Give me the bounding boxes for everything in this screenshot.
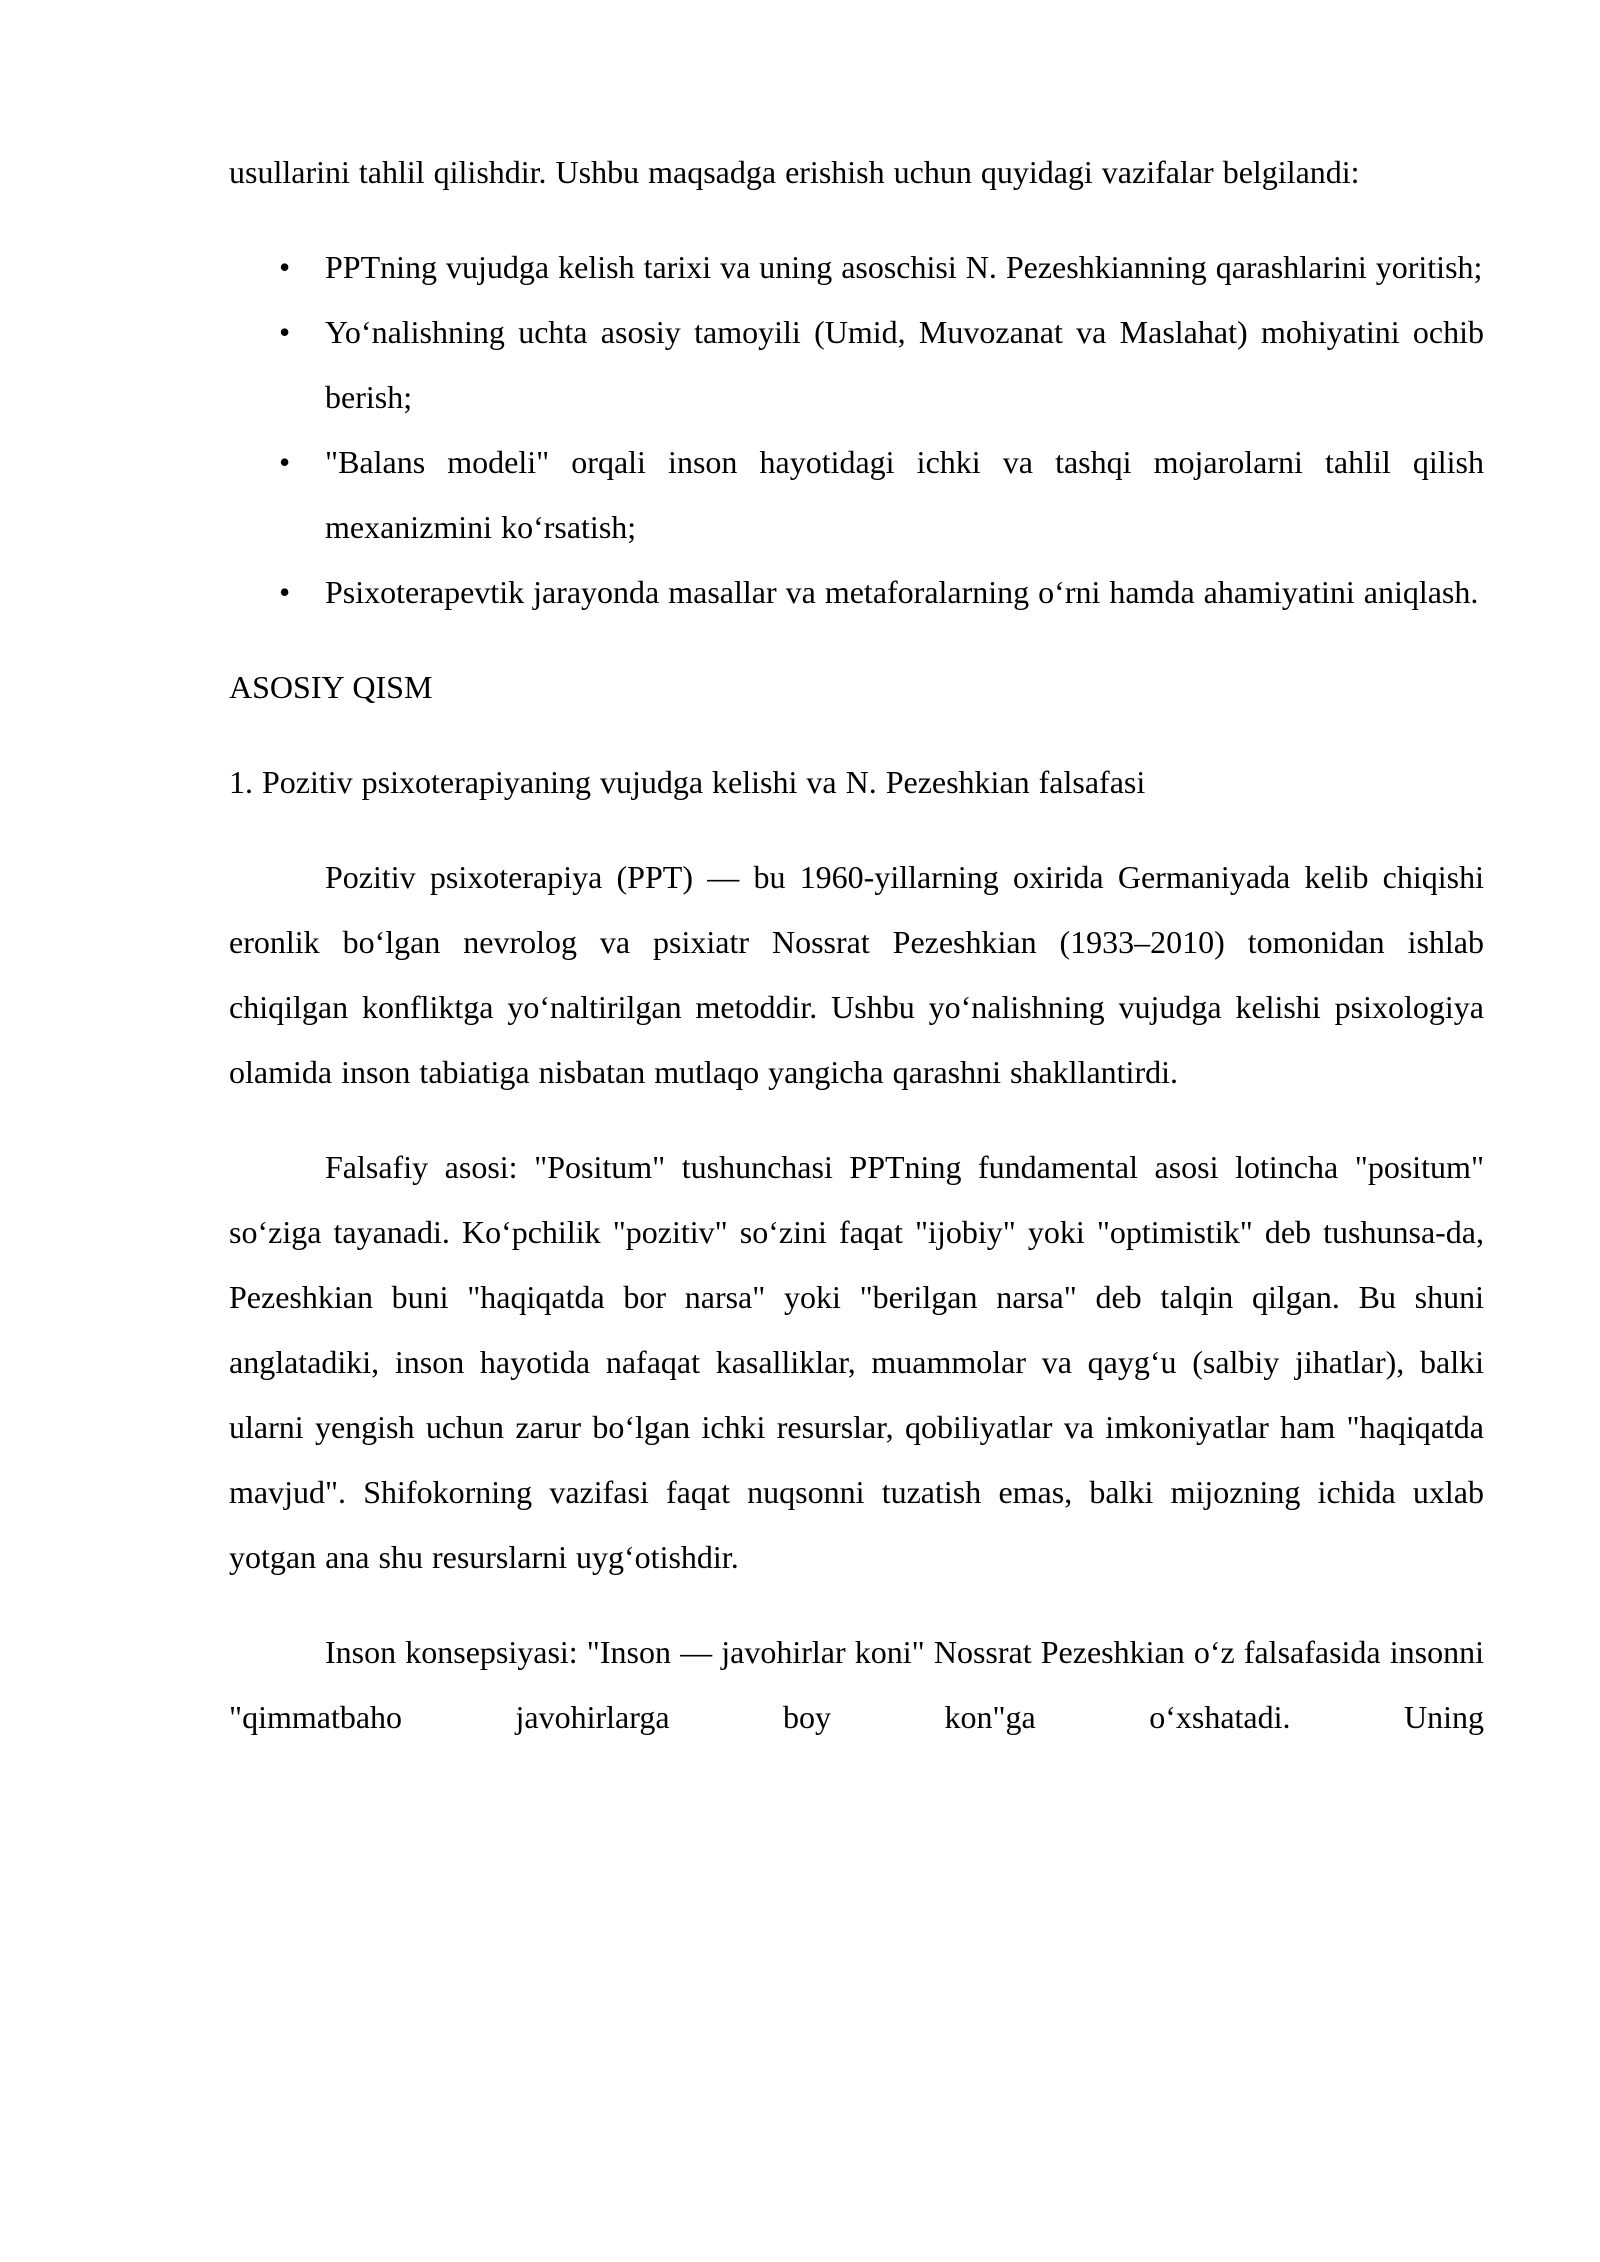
paragraph-human-concept: Inson konsepsiyasi: "Inson — javohirlar koni" Nossrat Pezeshkian oʻz falsafasida insonni "qimmatbaho javohirlarga boy kon"ga oʻxshatadi. Uning xyxy=(229,1634,1484,1735)
section-heading: ASOSIY QISM xyxy=(229,669,433,705)
list-item xyxy=(279,300,1484,430)
paragraph-philosophy: Falsafiy asosi: "Positum" tushunchasi PPTning fundamental asosi lotincha "positum" soʻziga tayanadi. Koʻpchilik "pozitiv" soʻzini faqat "ijobiy" yoki "optimistik" deb tushunsa-da, Pezeshkian buni "haqiqatda bor narsa" yoki "berilgan narsa" deb talqin qilgan. Bu shuni anglatadiki, inson hayotida nafaqat kasalliklar, muammolar va qaygʻu (salbiy jihatlar), balki ularni yengish uchun zarur boʻlgan ichki resurslar, qobiliyatlar va imkoniyatlar ham "haqiqatda mavjud". Shifokorning vazifasi faqat nuqsonni tuzatish emas, balki mijozning ichida uxlab yotgan ana shu resurslarni uygʻotishdir. xyxy=(229,1149,1484,1575)
task-list xyxy=(229,235,1484,625)
list-item xyxy=(279,430,1484,560)
list-item-text: "Balans modeli" orqali inson hayotidagi ichki va tashqi mojarolarni tahlil qilish mexanizmini koʻrsatish; xyxy=(325,444,1484,545)
paragraph-origin: Pozitiv psixoterapiya (PPT) — bu 1960-yillarning oxirida Germaniyada kelib chiqishi eronlik boʻlgan nevrolog va psixiatr Nossrat Pezeshkian (1933–2010) tomonidan ishlab chiqilgan konfliktga yoʻnaltirilgan metoddir. Ushbu yoʻnalishning vujudga kelishi psixologiya olamida inson tabiatiga nisbatan mutlaqo yangicha qarashni shakllantirdi. xyxy=(229,859,1484,1090)
list-item-text: PPTning vujudga kelish tarixi va uning asoschisi N. Pezeshkianning qarashlarini yoritish; xyxy=(325,249,1483,285)
list-item-text: Psixoterapevtik jarayonda masallar va metaforalarning oʻrni hamda ahamiyatini aniqlash. xyxy=(325,574,1479,610)
paragraph-intro-continuation: usullarini tahlil qilishdir. Ushbu maqsadga erishish uchun quyidagi vazifalar belgilandi: xyxy=(229,154,1360,190)
bullet-icon: • xyxy=(279,444,291,480)
bullet-icon: • xyxy=(279,249,291,285)
bullet-icon: • xyxy=(279,574,291,610)
list-item xyxy=(279,235,1484,300)
list-item-text: Yoʻnalishning uchta asosiy tamoyili (Umid, Muvozanat va Maslahat) mohiyatini ochib berish; xyxy=(325,314,1484,415)
bullet-icon: • xyxy=(279,314,291,350)
subsection-heading: 1. Pozitiv psixoterapiyaning vujudga kelishi va N. Pezeshkian falsafasi xyxy=(229,764,1146,800)
list-item xyxy=(279,560,1484,625)
